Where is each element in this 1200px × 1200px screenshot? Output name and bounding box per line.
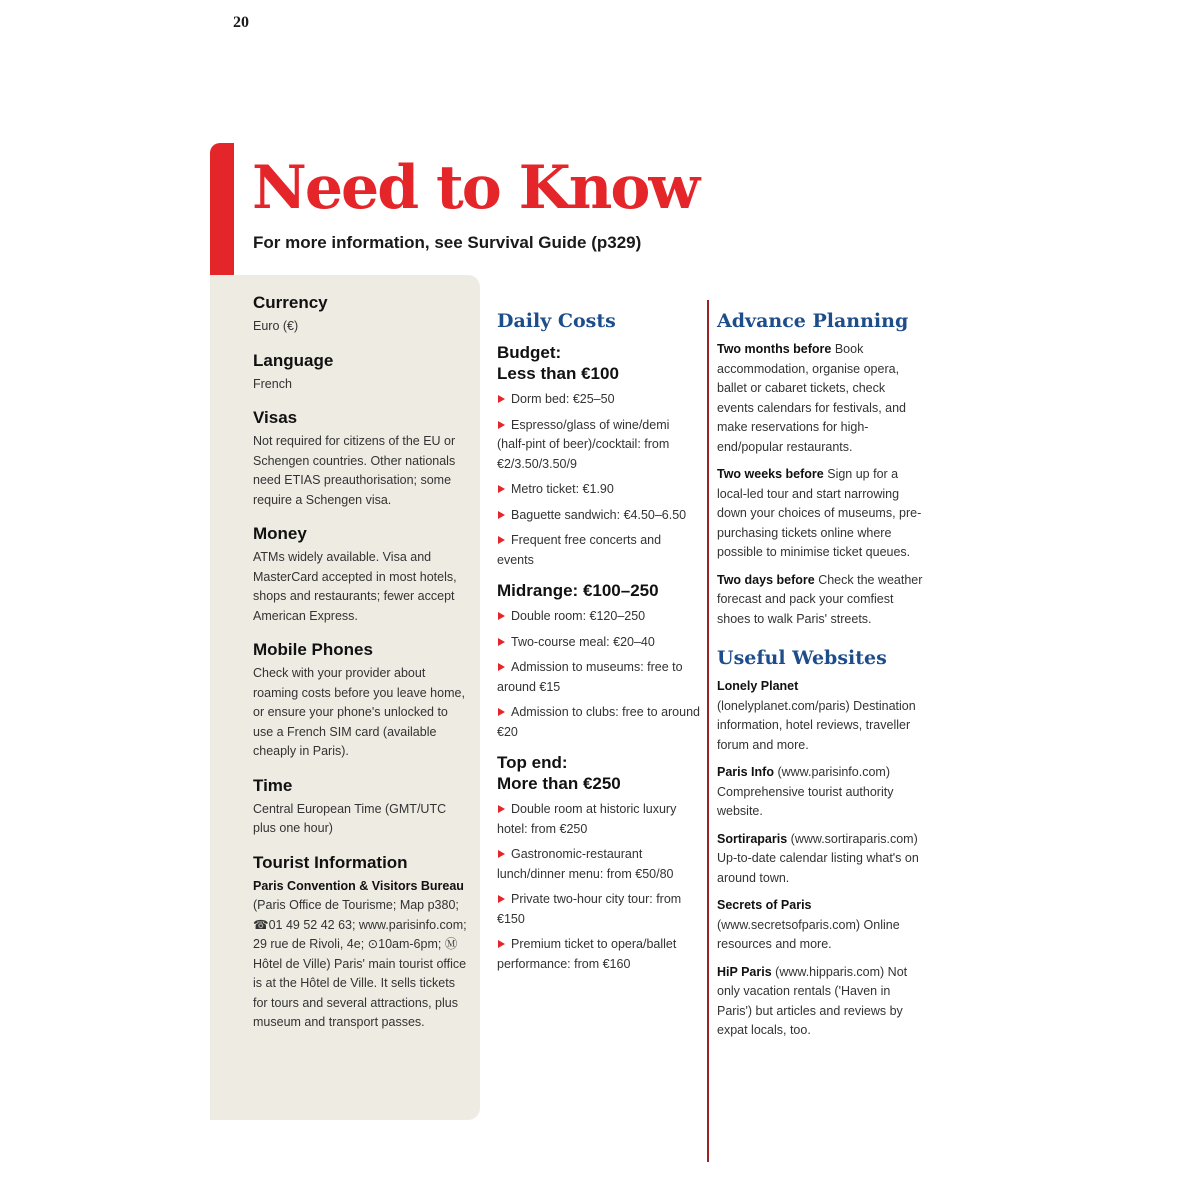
arrow-bullet-icon <box>498 485 505 493</box>
arrow-bullet-icon <box>498 511 505 519</box>
language-heading: Language <box>253 350 334 370</box>
list-item: Frequent free concerts and events <box>497 533 662 567</box>
visas-heading: Visas <box>253 408 298 427</box>
currency-text: Euro (€) <box>253 319 299 333</box>
midrange-heading: Midrange: €100–250 <box>497 581 659 600</box>
list-item: Double room at historic luxury hotel: from €250 <box>497 802 677 836</box>
top-end-heading <box>497 752 701 794</box>
arrow-bullet-icon <box>498 638 505 646</box>
arrow-bullet-icon <box>498 612 505 620</box>
arrow-bullet-icon <box>498 395 505 403</box>
budget-list <box>497 390 701 570</box>
list-item: Espresso/glass of wine/demi (half-pint of beer)/cocktail: from €2/3.50/3.50/9 <box>497 417 670 471</box>
top-end-range: More than €250 <box>497 774 621 793</box>
list-item: Two-course meal: €20–40 <box>497 633 701 653</box>
visas-text: Not required for citizens of the EU or Schengen countries. Other nationals need ETIAS preauthorisation; some require a Schengen visa. <box>253 434 456 507</box>
top-end-list <box>497 800 701 974</box>
language-text: French <box>253 376 292 391</box>
list-item: Metro ticket: €1.90 <box>497 480 701 500</box>
tourist-office-name: Paris Convention & Visitors Bureau <box>253 878 464 893</box>
website-item: HiP Paris (www.hipparis.com) Not only vacation rentals ('Haven in Paris') but articles and reviews by expat locals, too. <box>717 964 908 1037</box>
tourist-info-heading: Tourist Information <box>253 852 408 872</box>
tourist-info-text <box>253 877 467 1033</box>
arrow-bullet-icon <box>498 536 505 544</box>
list-item: Admission to clubs: free to around €20 <box>497 705 700 739</box>
list-item: Baguette sandwich: €4.50–6.50 <box>497 506 701 526</box>
useful-websites-heading: Useful Websites <box>717 647 887 669</box>
planning-item: Two weeks before Sign up for a local-led tour and start narrowing down your choices of museums, pre-purchasing tickets online where possible to minimise ticket queues. <box>717 467 922 559</box>
list-item: Double room: €120–250 <box>497 607 701 627</box>
budget-label: Budget: <box>497 343 562 362</box>
currency-heading: Currency <box>253 293 328 312</box>
time-text: Central European Time (GMT/UTC plus one hour) <box>253 801 447 835</box>
list-item: Private two-hour city tour: from €150 <box>497 892 682 926</box>
budget-range: Less than €100 <box>497 364 619 383</box>
website-item: Paris Info (www.parisinfo.com) Comprehensive tourist authority website. <box>717 765 894 818</box>
budget-heading <box>497 342 701 384</box>
top-end-label: Top end: <box>497 753 568 772</box>
daily-costs-column <box>497 310 701 980</box>
website-item: Sortiraparis (www.sortiraparis.com) Up-to-date calendar listing what's on around town. <box>717 831 919 885</box>
money-heading: Money <box>253 524 307 543</box>
mobile-phones-text: Check with your provider about roaming costs before you leave home, or ensure your phone's unlocked to use a French SIM card (available cheaply in Paris). <box>253 666 465 758</box>
website-item: Lonely Planet (lonelyplanet.com/paris) Destination information, hotel reviews, traveller forum and more. <box>717 679 916 752</box>
list-item: Admission to museums: free to around €15 <box>497 660 683 694</box>
list-item: Dorm bed: €25–50 <box>497 390 701 410</box>
tourist-office-details: (Paris Office de Tourisme; Map p380; ☎01 49 52 42 63; www.parisinfo.com; 29 rue de Rivoli, 4e; ⊙10am-6pm; Ⓜ Hôtel de Ville) Paris' main tourist office is at the Hôtel de Ville. It sells tickets for tours and several attractions, plus museum and transport passes. <box>253 898 467 1029</box>
page-number: 20 <box>233 14 249 31</box>
arrow-bullet-icon <box>498 805 505 813</box>
arrow-bullet-icon <box>498 940 505 948</box>
arrow-bullet-icon <box>498 895 505 903</box>
planning-item: Two months before Book accommodation, organise opera, ballet or cabaret tickets, check events calendars for festivals, and make reservations for high-end/popular restaurants. <box>717 342 906 454</box>
daily-costs-heading: Daily Costs <box>497 310 616 332</box>
planning-item: Two days before Check the weather forecast and pack your comfiest shoes to walk Paris' streets. <box>717 572 923 626</box>
advance-planning-heading: Advance Planning <box>717 310 909 332</box>
arrow-bullet-icon <box>498 850 505 858</box>
page-title: Need to Know <box>252 153 699 223</box>
column-divider <box>707 300 709 1162</box>
midrange-list <box>497 607 701 742</box>
page-subtitle: For more information, see Survival Guide (p329) <box>253 233 642 252</box>
time-heading: Time <box>253 775 293 795</box>
arrow-bullet-icon <box>498 708 505 716</box>
money-text: ATMs widely available. Visa and MasterCard accepted in most hotels, shops and restaurants; fewer accept American Express. <box>253 550 457 623</box>
arrow-bullet-icon <box>498 663 505 671</box>
list-item: Gastronomic-restaurant lunch/dinner menu: from €50/80 <box>497 847 674 881</box>
mobile-phones-heading: Mobile Phones <box>253 640 373 659</box>
arrow-bullet-icon <box>498 421 505 429</box>
planning-column <box>717 310 923 1049</box>
key-facts-sidebar <box>210 275 480 1120</box>
list-item: Premium ticket to opera/ballet performance: from €160 <box>497 937 677 971</box>
website-item: Secrets of Paris (www.secretsofparis.com) Online resources and more. <box>717 898 900 951</box>
